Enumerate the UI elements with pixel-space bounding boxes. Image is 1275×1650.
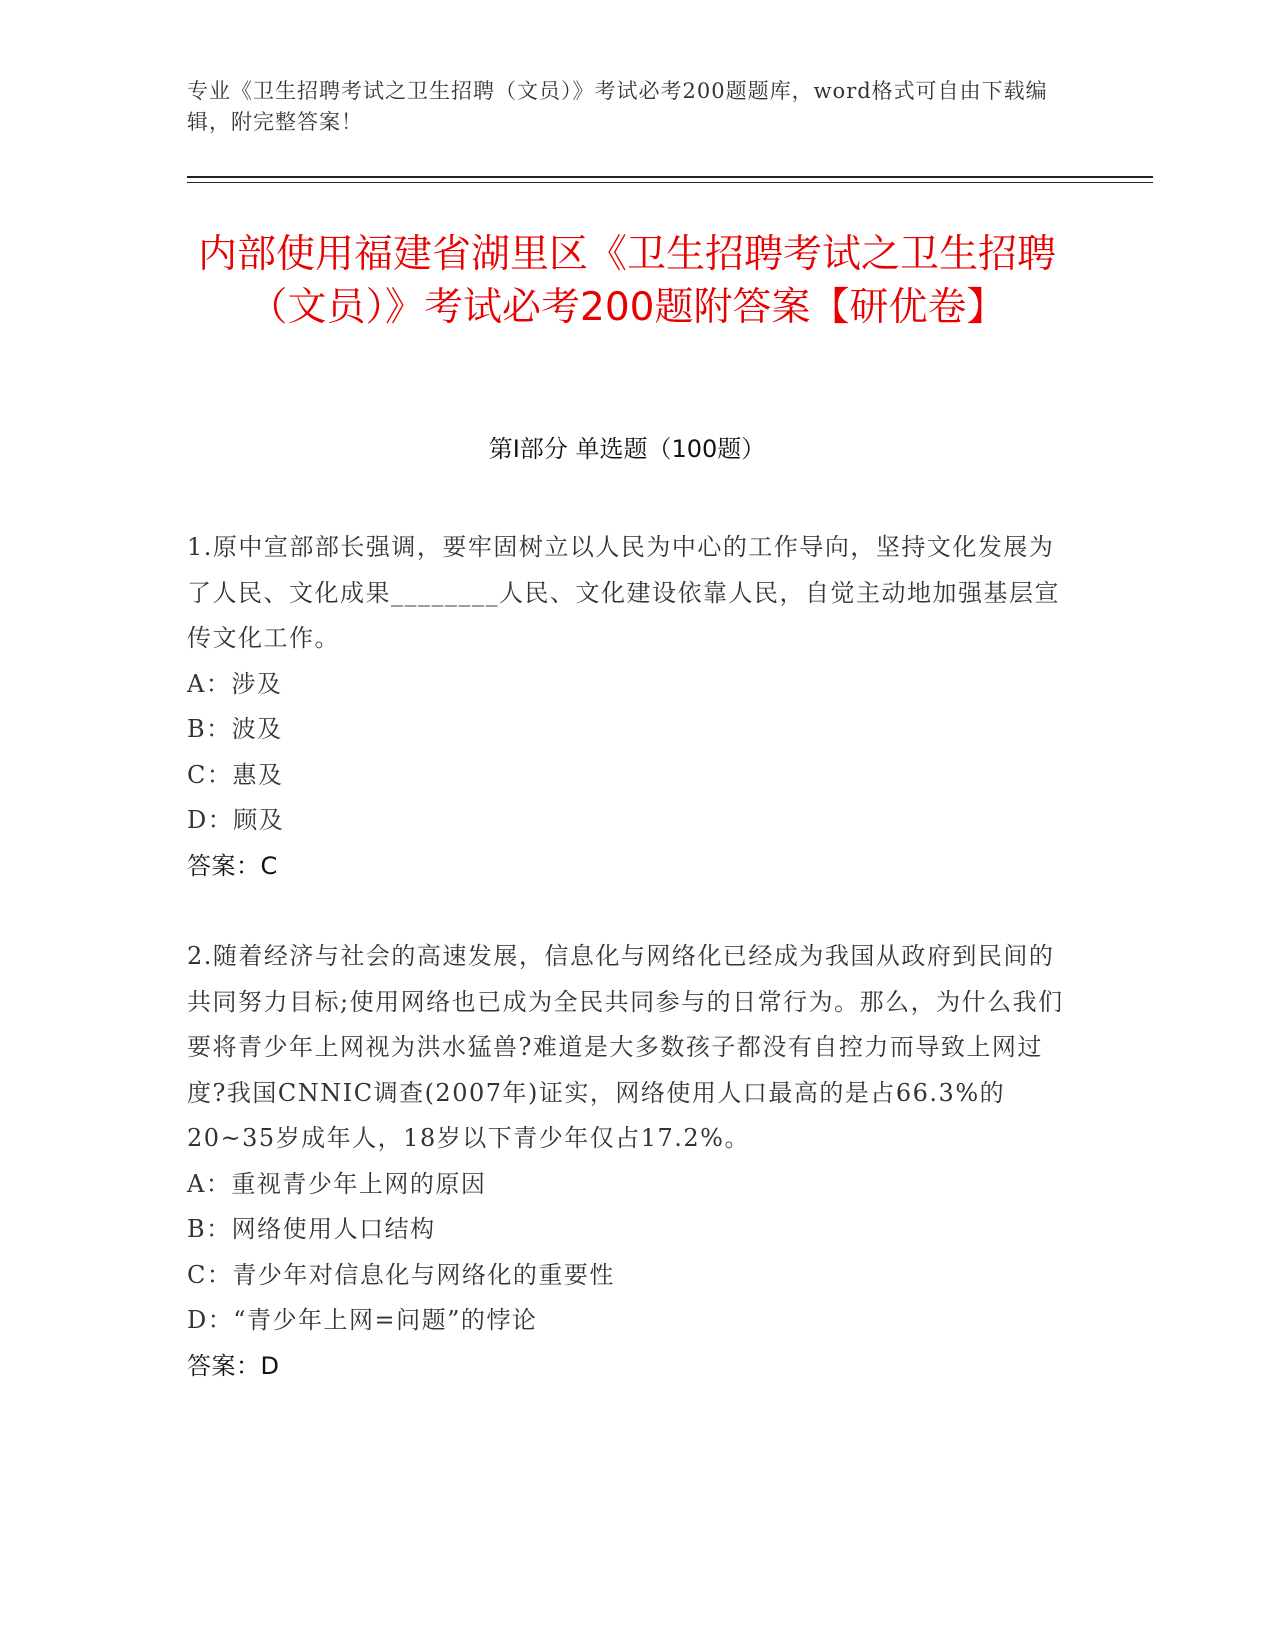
header-note: 专业《卫生招聘考试之卫生招聘（文员）》考试必考200题题库，word格式可自由下载编辑，附完整答案！ [187,79,1048,134]
option-c: C：惠及 [187,760,284,789]
header-divider-thin [187,182,1153,183]
answer-line: 答案：D [187,1351,280,1380]
option-b: B：网络使用人口结构 [187,1215,436,1243]
question-stem: 1.原中宣部部长强调，要牢固树立以人民为中心的工作导向，坚持文化发展为了人民、文化成果________人民、文化建设依靠人民，自觉主动地加强基层宣传文化工作。 [187,533,1060,652]
option-d: D：“青少年上网=问题”的悖论 [187,1306,538,1334]
option-b: B：波及 [187,715,283,743]
header-divider-thick [187,176,1153,178]
option-a: A：涉及 [187,669,283,698]
option-d: D：顾及 [187,806,285,834]
question-stem: 2.随着经济与社会的高速发展，信息化与网络化已经成为我国从政府到民间的共同努力目标;使用网络也已成为全民共同参与的日常行为。那么，为什么我们要将青少年上网视为洪水猛兽?难道是大多数孩子都没有自控力而导致上网过度?我国CNNIC调查(2007年)证实，网络使用人口最高的是占66.3%的20~35岁成年人，18岁以下青少年仅占17.2%。 [187,942,1064,1152]
section-heading: 第Ⅰ部分 单选题（100题） [488,435,766,463]
question-2 [187,934,1067,1389]
option-a: A：重视青少年上网的原因 [187,1169,487,1198]
option-c: C：青少年对信息化与网络化的重要性 [187,1260,615,1289]
question-1 [187,525,1067,889]
document-title: 内部使用福建省湖里区《卫生招聘考试之卫生招聘（文员）》考试必考200题附答案【研优卷】 [197,232,1056,330]
answer-line: 答案：C [187,851,278,880]
